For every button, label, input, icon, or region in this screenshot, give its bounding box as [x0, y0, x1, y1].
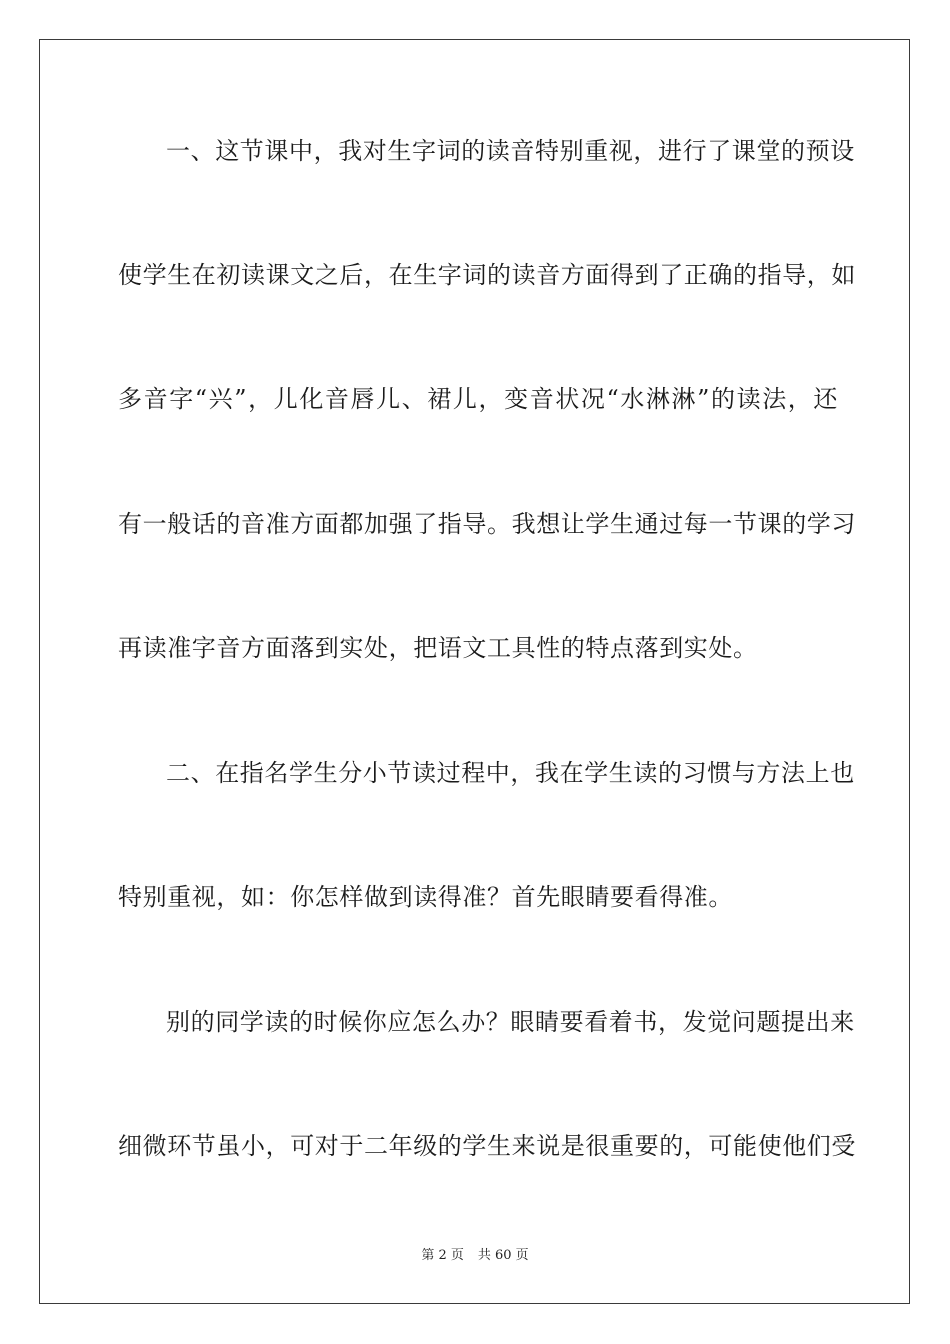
- paragraph-2-line-2: 特别重视，如：你怎样做到读得准？首先眼睛要看得准。: [118, 883, 733, 911]
- paragraph-1-line-3: 多音字“兴”，儿化音唇儿、裙儿，变音状况“水淋淋”的读法，还: [118, 385, 838, 413]
- paragraph-1-line-2: 使学生在初读课文之后，在生字词的读音方面得到了正确的指导，如: [118, 261, 856, 289]
- paragraph-1-line-5: 再读准字音方面落到实处，把语文工具性的特点落到实处。: [118, 634, 758, 662]
- page-total: 共 60 页: [477, 1248, 529, 1263]
- paragraph-3-line-2: 细微环节虽小，可对于二年级的学生来说是很重要的，可能使他们受: [118, 1132, 856, 1160]
- paragraph-3-line-1: 别的同学读的时候你应怎么办？眼睛要看着书，发觉问题提出来: [166, 1008, 855, 1036]
- page-border: [39, 39, 910, 1304]
- page-number: 第 2 页: [421, 1248, 464, 1263]
- paragraph-1-line-4: 有一般话的音准方面都加强了指导。我想让学生通过每一节课的学习: [118, 510, 856, 538]
- paragraph-2-line-1: 二、在指名学生分小节读过程中，我在学生读的习惯与方法上也: [166, 759, 855, 787]
- page-footer: [0, 1247, 950, 1265]
- paragraph-1-line-1: 一、这节课中，我对生字词的读音特别重视，进行了课堂的预设: [166, 137, 855, 165]
